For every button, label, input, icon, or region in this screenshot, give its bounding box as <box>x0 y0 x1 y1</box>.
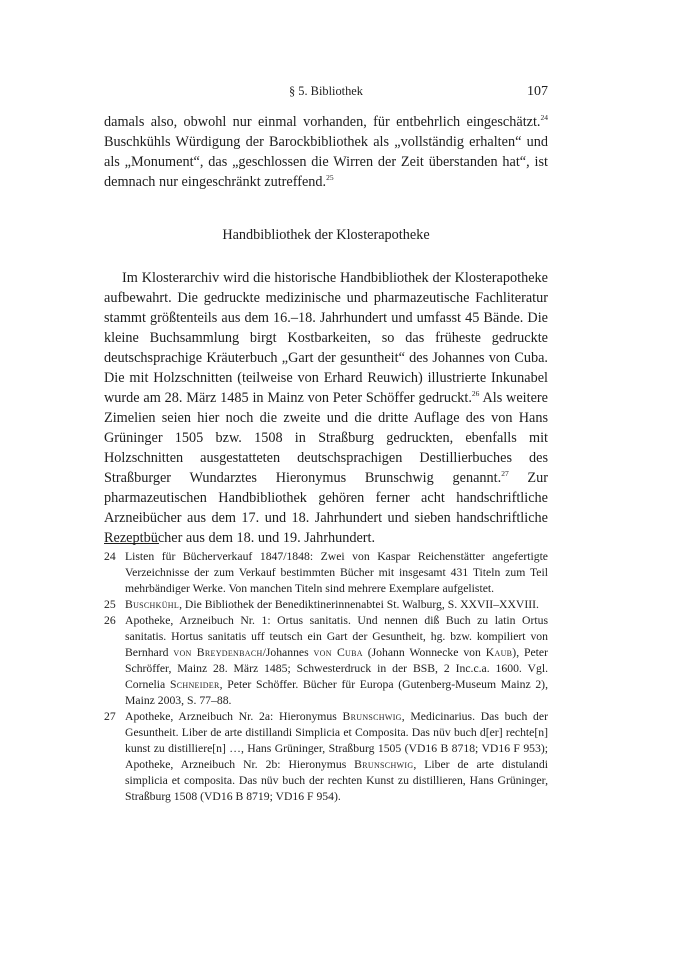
footnote-name: Brunschwig <box>354 758 414 771</box>
section-heading: Handbibliothek der Klosterapotheke <box>222 227 430 243</box>
paragraph-1 <box>104 112 548 192</box>
footnote-ref-26[interactable]: 26 <box>471 389 480 398</box>
footnote-text: , Liber de arte distulandi simplicia et composita. Das nüv buch der rechten Kunst zu distillieren, Hans Grüninger, Straßburg 1508 (VD16 B 8719; VD16 F 954). <box>125 758 548 803</box>
paragraph-text: Als weitere Zimelien seien hier noch die zweite und die dritte Auflage des von Hans Grüninger 1505 bzw. 1508 in Straßburg gedruckten, ebenfalls mit Holzschnitten ausgestatteten deutschsprachigen Destillierbuches des Straßburger Wundarztes Hieronymus Brunschwig genannt. <box>104 390 548 486</box>
footnote-26 <box>104 613 548 709</box>
footnote-number: 25 <box>104 598 116 611</box>
footnote-text: Apotheke, Arzneibuch Nr. 1: Ortus sanitatis. Und nennen diß Buch zu latin Ortus sanitatis. Hortus sanitatis uff teutsch ein Gart der Gesuntheit, hg. bzw. kompiliert von Bernhard <box>125 614 548 659</box>
footnote-24 <box>104 549 548 597</box>
footnote-text: , Peter Schöffer. Bücher für Europa (Gutenberg-Museum Mainz 2), Mainz 2003, S. 77–88. <box>125 678 548 707</box>
footnote-text: Listen für Bücherverkauf 1847/1848: Zwei von Kaspar Reichenstätter angefertigte Verzeichnisse der zum Verkauf bestimmten Bücher mit insgesamt 431 Titeln zum Teil mehrbändiger Werke. Von manchen Titeln sind mehrere Exemplare aufgelistet. <box>125 550 548 595</box>
paragraph-text: Im Klosterarchiv wird die historische Handbibliothek der Klosterapotheke aufbewahrt. Die gedruckte medizinische und pharmazeutische Fachliteratur stammt größtenteils aus dem 16.–18. Jahrhundert und umfasst 45 Bände. Die kleine Buchsammlung birgt Kostbarkeiten, so das früheste gedruckte deutschsprachige Kräuterbuch „Gart der gesuntheit“ des Johannes von Cuba. Die mit Holzschnitten (teilweise von Erhard Reuwich) illustrierte Inkunabel wurde am 28. März 1485 in Mainz von Peter Schöffer gedruckt. <box>104 270 548 406</box>
page-number: 107 <box>527 84 548 99</box>
footnote-number: 27 <box>104 710 116 723</box>
paragraph-text: Buschkühls Würdigung der Barockbibliothek als „vollständig erhalten“ und als „Monument“, das „geschlossen die Wirren der Zeit überstanden hat“, ist demnach nur eingeschränkt zutreffend. <box>104 134 548 190</box>
footnote-number: 24 <box>104 550 116 563</box>
footnote-text: (Johann Wonnecke von <box>362 646 486 659</box>
footnote-author: Buschkühl <box>125 598 180 611</box>
footnote-25 <box>104 597 548 613</box>
footnote-name: Schneider <box>169 678 220 691</box>
paragraph-text: damals also, obwohl nur einmal vorhanden, für entbehrlich eingeschätzt. <box>104 114 541 130</box>
running-header <box>104 84 548 102</box>
footnote-ref-25[interactable]: 25 <box>326 173 334 182</box>
footnote-text: Apotheke, Arzneibuch Nr. 2a: Hieronymus <box>125 710 343 723</box>
footnote-name: von Cuba <box>313 646 363 659</box>
paragraph-2 <box>104 268 548 548</box>
footnote-name: Brunschwig <box>342 710 402 723</box>
footnote-ref-24[interactable]: 24 <box>540 113 548 122</box>
footnote-text: , Die Bibliothek der Benediktinerinnenabtei St. Walburg, S. XXVII–XXVIII. <box>179 598 539 611</box>
footnote-name: von Breydenbach <box>173 646 263 659</box>
footnote-27 <box>104 709 548 805</box>
footnote-text: , Medicinarius. Das buch der Gesuntheit. Liber de arte distillandi Simplicia et Composita. Das nüv buch d[er] rechte[n] kunst zu distilliere[n] …, Hans Grüninger, Straßburg 1505 (VD16 B 8718; VD16 F 953); Apotheke, Arzneibuch Nr. 2b: Hieronymus <box>125 710 548 771</box>
footnote-divider <box>104 543 159 544</box>
footnotes <box>104 549 548 805</box>
footnote-text: /Johannes <box>262 646 314 659</box>
footnote-number: 26 <box>104 614 116 627</box>
footnote-ref-27[interactable]: 27 <box>501 469 509 478</box>
paragraph-text: Zur pharmazeutischen Handbibliothek gehören ferner acht handschriftliche Arzneibücher aus dem 17. und 18. Jahrhundert und sieben handschriftliche Rezeptbücher aus dem 18. und 19. Jahrhundert. <box>104 470 548 546</box>
main-text <box>104 112 548 548</box>
footnote-text: ), Peter Schröffer, Mainz 28. März 1485; Schwesterdruck in der BSB, 2 Inc.c.a. 1600. Vgl. Cornelia <box>125 646 549 691</box>
footnote-name: Kaub <box>485 646 513 659</box>
running-title: § 5. Bibliothek <box>289 84 363 98</box>
